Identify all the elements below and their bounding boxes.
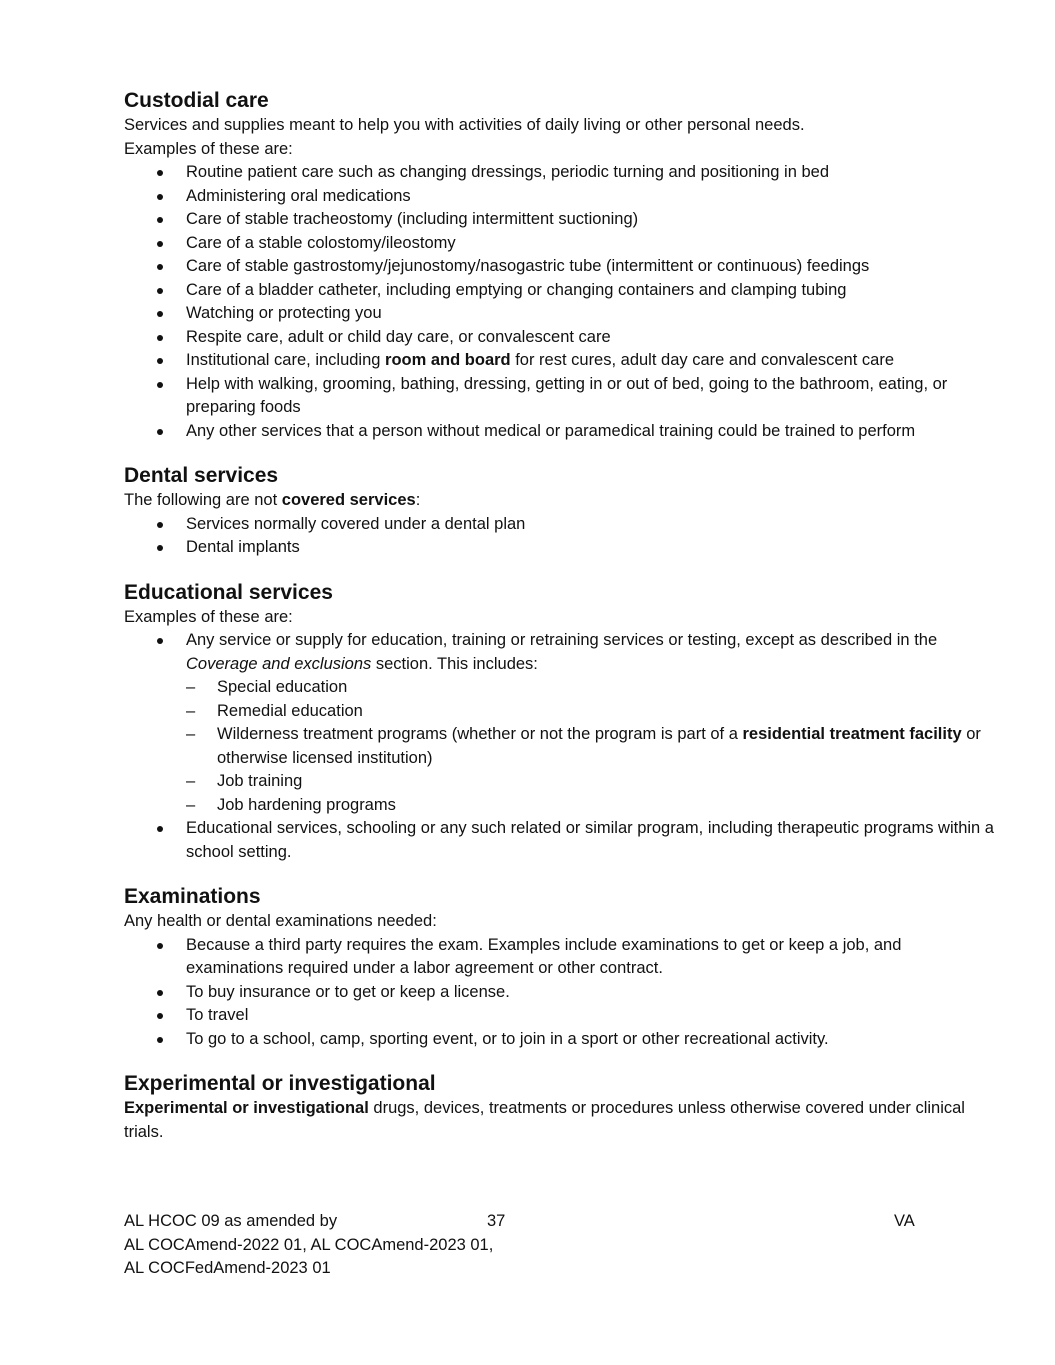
list-item: Watching or protecting you	[186, 302, 994, 326]
list-item: Respite care, adult or child day care, or convalescent care	[186, 326, 994, 350]
page-number: 37	[487, 1212, 506, 1230]
list-item: Any other services that a person without medical or paramedical training could be trained to perform	[186, 420, 994, 444]
list-item: To go to a school, camp, sporting event, or to join in a sport or other recreational activity.	[186, 1028, 994, 1052]
list-item: Help with walking, grooming, bathing, dressing, getting in or out of bed, going to the bathroom, eating, or preparing foods	[186, 373, 994, 420]
list-item: Routine patient care such as changing dressings, periodic turning and positioning in bed	[186, 161, 994, 185]
bold-term: residential treatment facility	[742, 725, 962, 743]
bold-term: room and board	[385, 351, 511, 369]
bold-term: covered services	[281, 491, 416, 509]
section-custodial-care	[124, 88, 994, 443]
section-heading: Experimental or investigational	[124, 1072, 436, 1095]
bold-term: Experimental or investigational	[124, 1099, 369, 1117]
list-item: Care of stable gastrostomy/jejunostomy/nasogastric tube (intermittent or continuous) feedings	[186, 255, 994, 279]
list-item: Educational services, schooling or any such related or similar program, including therapeutic programs within a school setting.	[186, 817, 994, 864]
text: Institutional care, including	[186, 351, 386, 369]
sub-list-item	[217, 723, 994, 770]
list-item: To buy insurance or to get or keep a license.	[186, 981, 994, 1005]
list-item: Care of a stable colostomy/ileostomy	[186, 232, 994, 256]
list-item: Care of stable tracheostomy (including intermittent suctioning)	[186, 208, 994, 232]
bullet-list	[124, 513, 994, 560]
sub-list-item: – Job hardening programs	[217, 794, 994, 818]
section-intro: Any health or dental examinations needed:	[124, 912, 437, 930]
bullet-list	[124, 629, 994, 864]
text: Any service or supply for education, training or retraining services or testing, except as described in the	[186, 631, 938, 649]
list-item	[186, 349, 994, 373]
footer-amendments: AL COCFedAmend-2023 01	[124, 1259, 331, 1277]
section-heading: Dental services	[124, 464, 279, 487]
dash-list	[186, 676, 994, 817]
sub-list-item: – Job training	[217, 770, 994, 794]
text: :	[415, 491, 421, 509]
section-intro	[124, 489, 994, 513]
text: Wilderness treatment programs (whether or not the program is part of a	[217, 725, 743, 743]
section-intro: Examples of these are:	[124, 607, 293, 626]
section-heading: Educational services	[124, 580, 333, 604]
text: for rest cures, adult day care and convalescent care	[510, 351, 894, 369]
document-page	[124, 88, 994, 1164]
text: section. This includes:	[371, 654, 538, 673]
section-dental-services	[124, 463, 994, 560]
footer-form-id: AL HCOC 09 as amended by	[124, 1212, 338, 1230]
section-educational-services	[124, 580, 994, 865]
text: or otherwise licensed institution)	[217, 725, 981, 767]
bullet-list	[124, 934, 994, 1052]
section-intro: Examples of these are:	[124, 139, 293, 158]
italic-term: Coverage and exclusions	[186, 654, 372, 673]
section-intro: Services and supplies meant to help you with activities of daily living or other personal needs.	[124, 116, 805, 134]
list-item	[186, 629, 994, 817]
sub-list-item: – Special education	[217, 676, 994, 700]
text: The following are not	[124, 491, 282, 509]
section-experimental	[124, 1071, 994, 1144]
footer-state: VA	[894, 1212, 915, 1230]
bullet-list	[124, 161, 994, 443]
page-footer	[124, 1210, 924, 1281]
list-item: Because a third party requires the exam. Examples include examinations to get or keep a job, and examinations required under a labor agreement or other contract.	[186, 934, 994, 981]
footer-amendments: AL COCAmend-2022 01, AL COCAmend-2023 01,	[124, 1235, 494, 1254]
list-item: Administering oral medications	[186, 185, 994, 209]
section-examinations	[124, 884, 994, 1051]
list-item: Care of a bladder catheter, including emptying or changing containers and clamping tubing	[186, 279, 994, 303]
list-item: To travel	[186, 1004, 994, 1028]
section-body	[124, 1097, 994, 1144]
sub-list-item: – Remedial education	[217, 700, 994, 724]
list-item: Services normally covered under a dental plan	[186, 513, 994, 537]
section-heading: Examinations	[124, 885, 261, 908]
list-item: Dental implants	[186, 536, 994, 560]
section-heading: Custodial care	[124, 89, 269, 112]
text: drugs, devices, treatments or procedures unless otherwise covered under clinical trials.	[124, 1099, 965, 1141]
